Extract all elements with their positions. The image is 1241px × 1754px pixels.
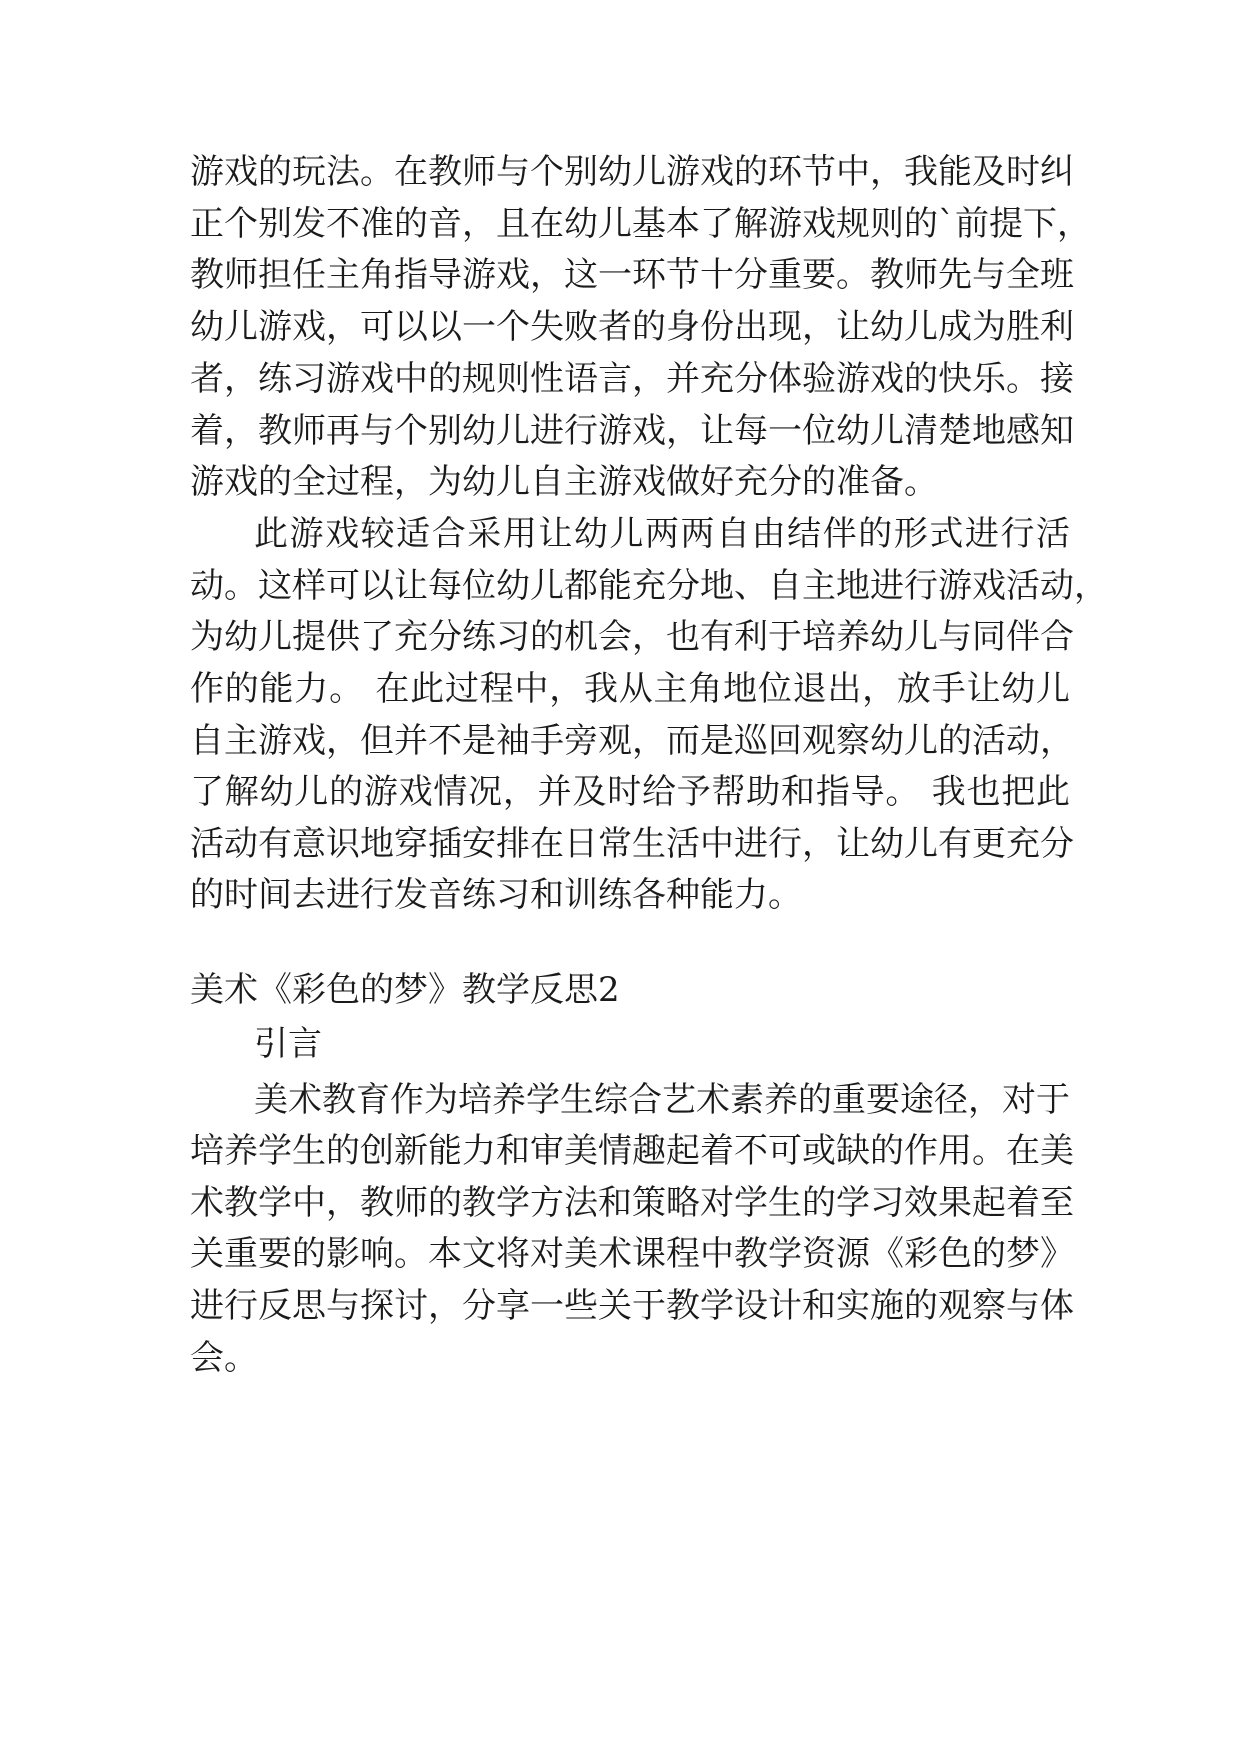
text-line: 自主游戏，但并不是袖手旁观，而是巡回观察幼儿的活动， <box>190 721 1074 761</box>
text-line: 教师担任主角指导游戏，这一环节十分重要。教师先与全班 <box>190 255 1074 295</box>
text-line: 的时间去进行发音练习和训练各种能力。 <box>190 875 802 915</box>
text-line: 进行反思与探讨，分享一些关于教学设计和实施的观察与体 <box>190 1286 1074 1326</box>
text-line: 正个别发不准的音，且在幼儿基本了解游戏规则的`前提下， <box>190 204 1091 244</box>
text-line: 着，教师再与个别幼儿进行游戏，让每一位幼儿清楚地感知 <box>190 411 1074 451</box>
text-line: 动。这样可以让每位幼儿都能充分地、自主地进行游戏活动， <box>190 566 1108 606</box>
text-line: 幼儿游戏，可以以一个失败者的身份出现，让幼儿成为胜利 <box>190 307 1074 347</box>
section-title: 美术《彩色的梦》教学反思2 <box>190 970 620 1010</box>
text-line: 美术教育作为培养学生综合艺术素养的重要途径，对于 <box>254 1080 1070 1120</box>
text-line: 游戏的玩法。在教师与个别幼儿游戏的环节中，我能及时纠 <box>190 152 1074 192</box>
text-line: 关重要的影响。本文将对美术课程中教学资源《彩色的梦》 <box>190 1234 1074 1274</box>
text-line: 此游戏较适合采用让幼儿两两自由结伴的形式进行活 <box>254 514 1070 554</box>
text-line: 游戏的全过程，为幼儿自主游戏做好充分的准备。 <box>190 462 938 502</box>
text-line: 术教学中，教师的教学方法和策略对学生的学习效果起着至 <box>190 1183 1074 1223</box>
text-line: 培养学生的创新能力和审美情趣起着不可或缺的作用。在美 <box>190 1131 1074 1171</box>
section-subtitle: 引言 <box>254 1024 322 1064</box>
text-line: 者，练习游戏中的规则性语言，并充分体验游戏的快乐。接 <box>190 359 1074 399</box>
text-line: 活动有意识地穿插安排在日常生活中进行，让幼儿有更充分 <box>190 824 1074 864</box>
text-line: 作的能力。 在此过程中，我从主角地位退出，放手让幼儿 <box>190 669 1070 709</box>
text-line: 为幼儿提供了充分练习的机会，也有利于培养幼儿与同伴合 <box>190 617 1074 657</box>
text-line: 了解幼儿的游戏情况，并及时给予帮助和指导。 我也把此 <box>190 772 1070 812</box>
text-line: 会。 <box>190 1338 258 1378</box>
